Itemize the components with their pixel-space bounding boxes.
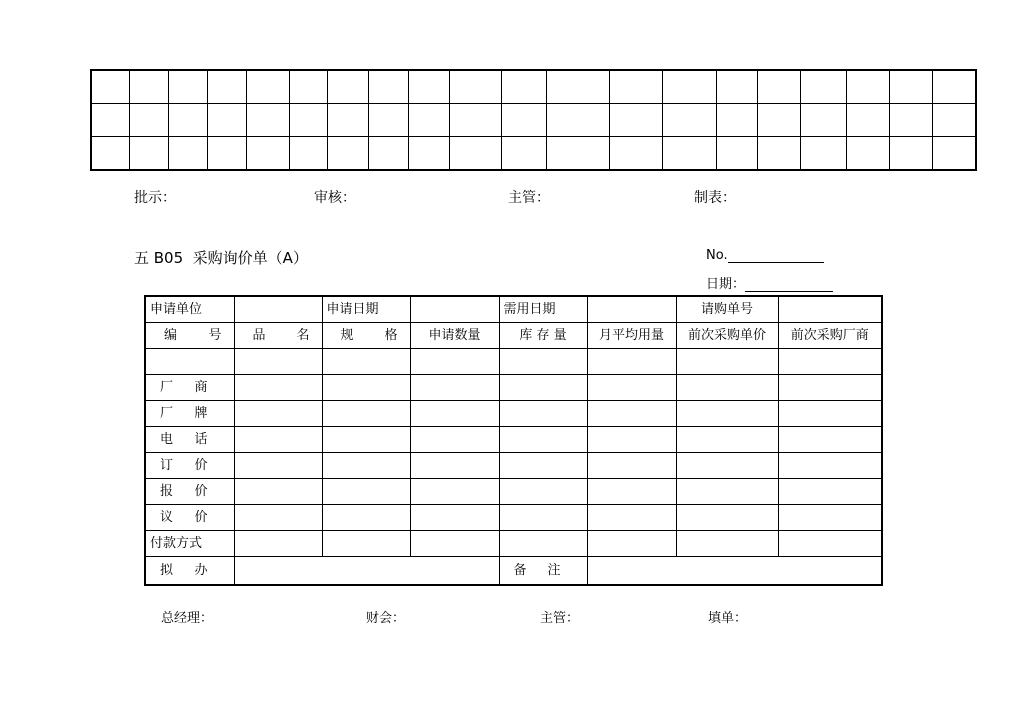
top-grid-row [91, 70, 976, 104]
top-grid-row [91, 137, 976, 171]
row-label-payment: 付款方式 [145, 531, 234, 557]
row-label-phone: 电 话 [145, 427, 234, 453]
cell[interactable] [587, 349, 676, 375]
cell[interactable] [499, 505, 587, 531]
header-row [145, 296, 882, 323]
form-title: 五 B05 采购询价单（A） [134, 249, 308, 267]
cell[interactable] [778, 531, 882, 557]
cell[interactable] [322, 453, 410, 479]
cell[interactable] [676, 401, 778, 427]
cell[interactable] [410, 349, 499, 375]
row-label-vendor: 厂 商 [145, 375, 234, 401]
remark-label: 备 注 [499, 557, 587, 586]
col-number: 编 号 [145, 323, 234, 349]
form-number-field[interactable] [728, 249, 824, 263]
top-grid-row [91, 104, 976, 137]
table-row [145, 401, 882, 427]
cell[interactable] [676, 349, 778, 375]
review-label: 审核： [314, 190, 356, 206]
cell[interactable] [322, 427, 410, 453]
col-last-vendor: 前次采购厂商 [778, 323, 882, 349]
req-no-field[interactable] [778, 296, 882, 323]
cell[interactable] [410, 375, 499, 401]
form-date-field[interactable] [745, 278, 833, 292]
cell[interactable] [676, 375, 778, 401]
row-label-brand: 厂 牌 [145, 401, 234, 427]
cell[interactable] [778, 479, 882, 505]
cell[interactable] [499, 375, 587, 401]
cell[interactable] [234, 349, 322, 375]
row-label-quoted-price: 报 价 [145, 479, 234, 505]
table-row [145, 505, 882, 531]
handler-label: 拟 办 [145, 557, 234, 586]
cell[interactable] [778, 453, 882, 479]
col-spec: 规 格 [322, 323, 410, 349]
row-label-list-price: 订 价 [145, 453, 234, 479]
cell[interactable] [587, 505, 676, 531]
cell[interactable] [322, 401, 410, 427]
cell[interactable] [587, 531, 676, 557]
cell[interactable] [322, 349, 410, 375]
cell[interactable] [499, 531, 587, 557]
table-row [145, 479, 882, 505]
inquiry-form-table [144, 295, 883, 586]
cell[interactable] [587, 401, 676, 427]
cell[interactable] [322, 531, 410, 557]
approve-label: 批示： [134, 190, 176, 206]
cell[interactable] [778, 349, 882, 375]
cell[interactable] [587, 427, 676, 453]
cell[interactable] [410, 401, 499, 427]
table-row [145, 427, 882, 453]
cell[interactable] [234, 453, 322, 479]
supervisor-label: 主管： [508, 190, 550, 206]
apply-unit-label: 申请单位 [145, 296, 234, 323]
cell[interactable] [410, 531, 499, 557]
cell[interactable] [234, 531, 322, 557]
form-number [706, 248, 824, 263]
cell[interactable] [676, 505, 778, 531]
apply-unit-field[interactable] [234, 296, 322, 323]
cell[interactable] [234, 375, 322, 401]
table-row [145, 531, 882, 557]
col-qty: 申请数量 [410, 323, 499, 349]
need-date-field[interactable] [587, 296, 676, 323]
col-monthly: 月平均用量 [587, 323, 676, 349]
cell[interactable] [499, 427, 587, 453]
form-date [706, 273, 833, 292]
apply-date-label: 申请日期 [322, 296, 410, 323]
cell[interactable] [234, 505, 322, 531]
cell[interactable] [234, 427, 322, 453]
cell[interactable] [676, 479, 778, 505]
cell[interactable] [778, 375, 882, 401]
col-name: 品 名 [234, 323, 322, 349]
column-header-row [145, 323, 882, 349]
gm-label: 总经理： [161, 611, 214, 626]
cell[interactable] [587, 479, 676, 505]
table-row [145, 349, 882, 375]
col-stock: 库 存 量 [499, 323, 587, 349]
cell[interactable] [145, 349, 234, 375]
req-no-label: 请购单号 [676, 296, 778, 323]
handler-field[interactable] [234, 557, 499, 586]
cell[interactable] [410, 427, 499, 453]
cell[interactable] [410, 505, 499, 531]
cell[interactable] [499, 349, 587, 375]
cell[interactable] [410, 479, 499, 505]
cell[interactable] [778, 401, 882, 427]
cell[interactable] [499, 401, 587, 427]
cell[interactable] [676, 531, 778, 557]
form-number-label: No. [706, 248, 728, 263]
cell[interactable] [234, 401, 322, 427]
cell[interactable] [778, 505, 882, 531]
handler-row [145, 557, 882, 586]
cell[interactable] [322, 505, 410, 531]
cell[interactable] [234, 479, 322, 505]
remark-field[interactable] [587, 557, 882, 586]
finance-label: 财会： [366, 611, 406, 626]
cell[interactable] [499, 453, 587, 479]
prepared-label: 制表： [694, 190, 736, 206]
row-label-negotiated-price: 议 价 [145, 505, 234, 531]
cell[interactable] [587, 453, 676, 479]
cell[interactable] [322, 479, 410, 505]
table-row [145, 453, 882, 479]
apply-date-field[interactable] [410, 296, 499, 323]
filler-label: 填单： [708, 611, 748, 626]
cell[interactable] [322, 375, 410, 401]
cell[interactable] [676, 427, 778, 453]
col-last-price: 前次采购单价 [676, 323, 778, 349]
form-date-label: 日期： [706, 277, 746, 292]
top-grid-table [90, 69, 977, 171]
table-row [145, 375, 882, 401]
cell[interactable] [587, 375, 676, 401]
cell[interactable] [676, 453, 778, 479]
cell[interactable] [778, 427, 882, 453]
bottom-supervisor-label: 主管： [540, 611, 580, 626]
cell[interactable] [499, 479, 587, 505]
need-date-label: 需用日期 [499, 296, 587, 323]
cell[interactable] [410, 453, 499, 479]
